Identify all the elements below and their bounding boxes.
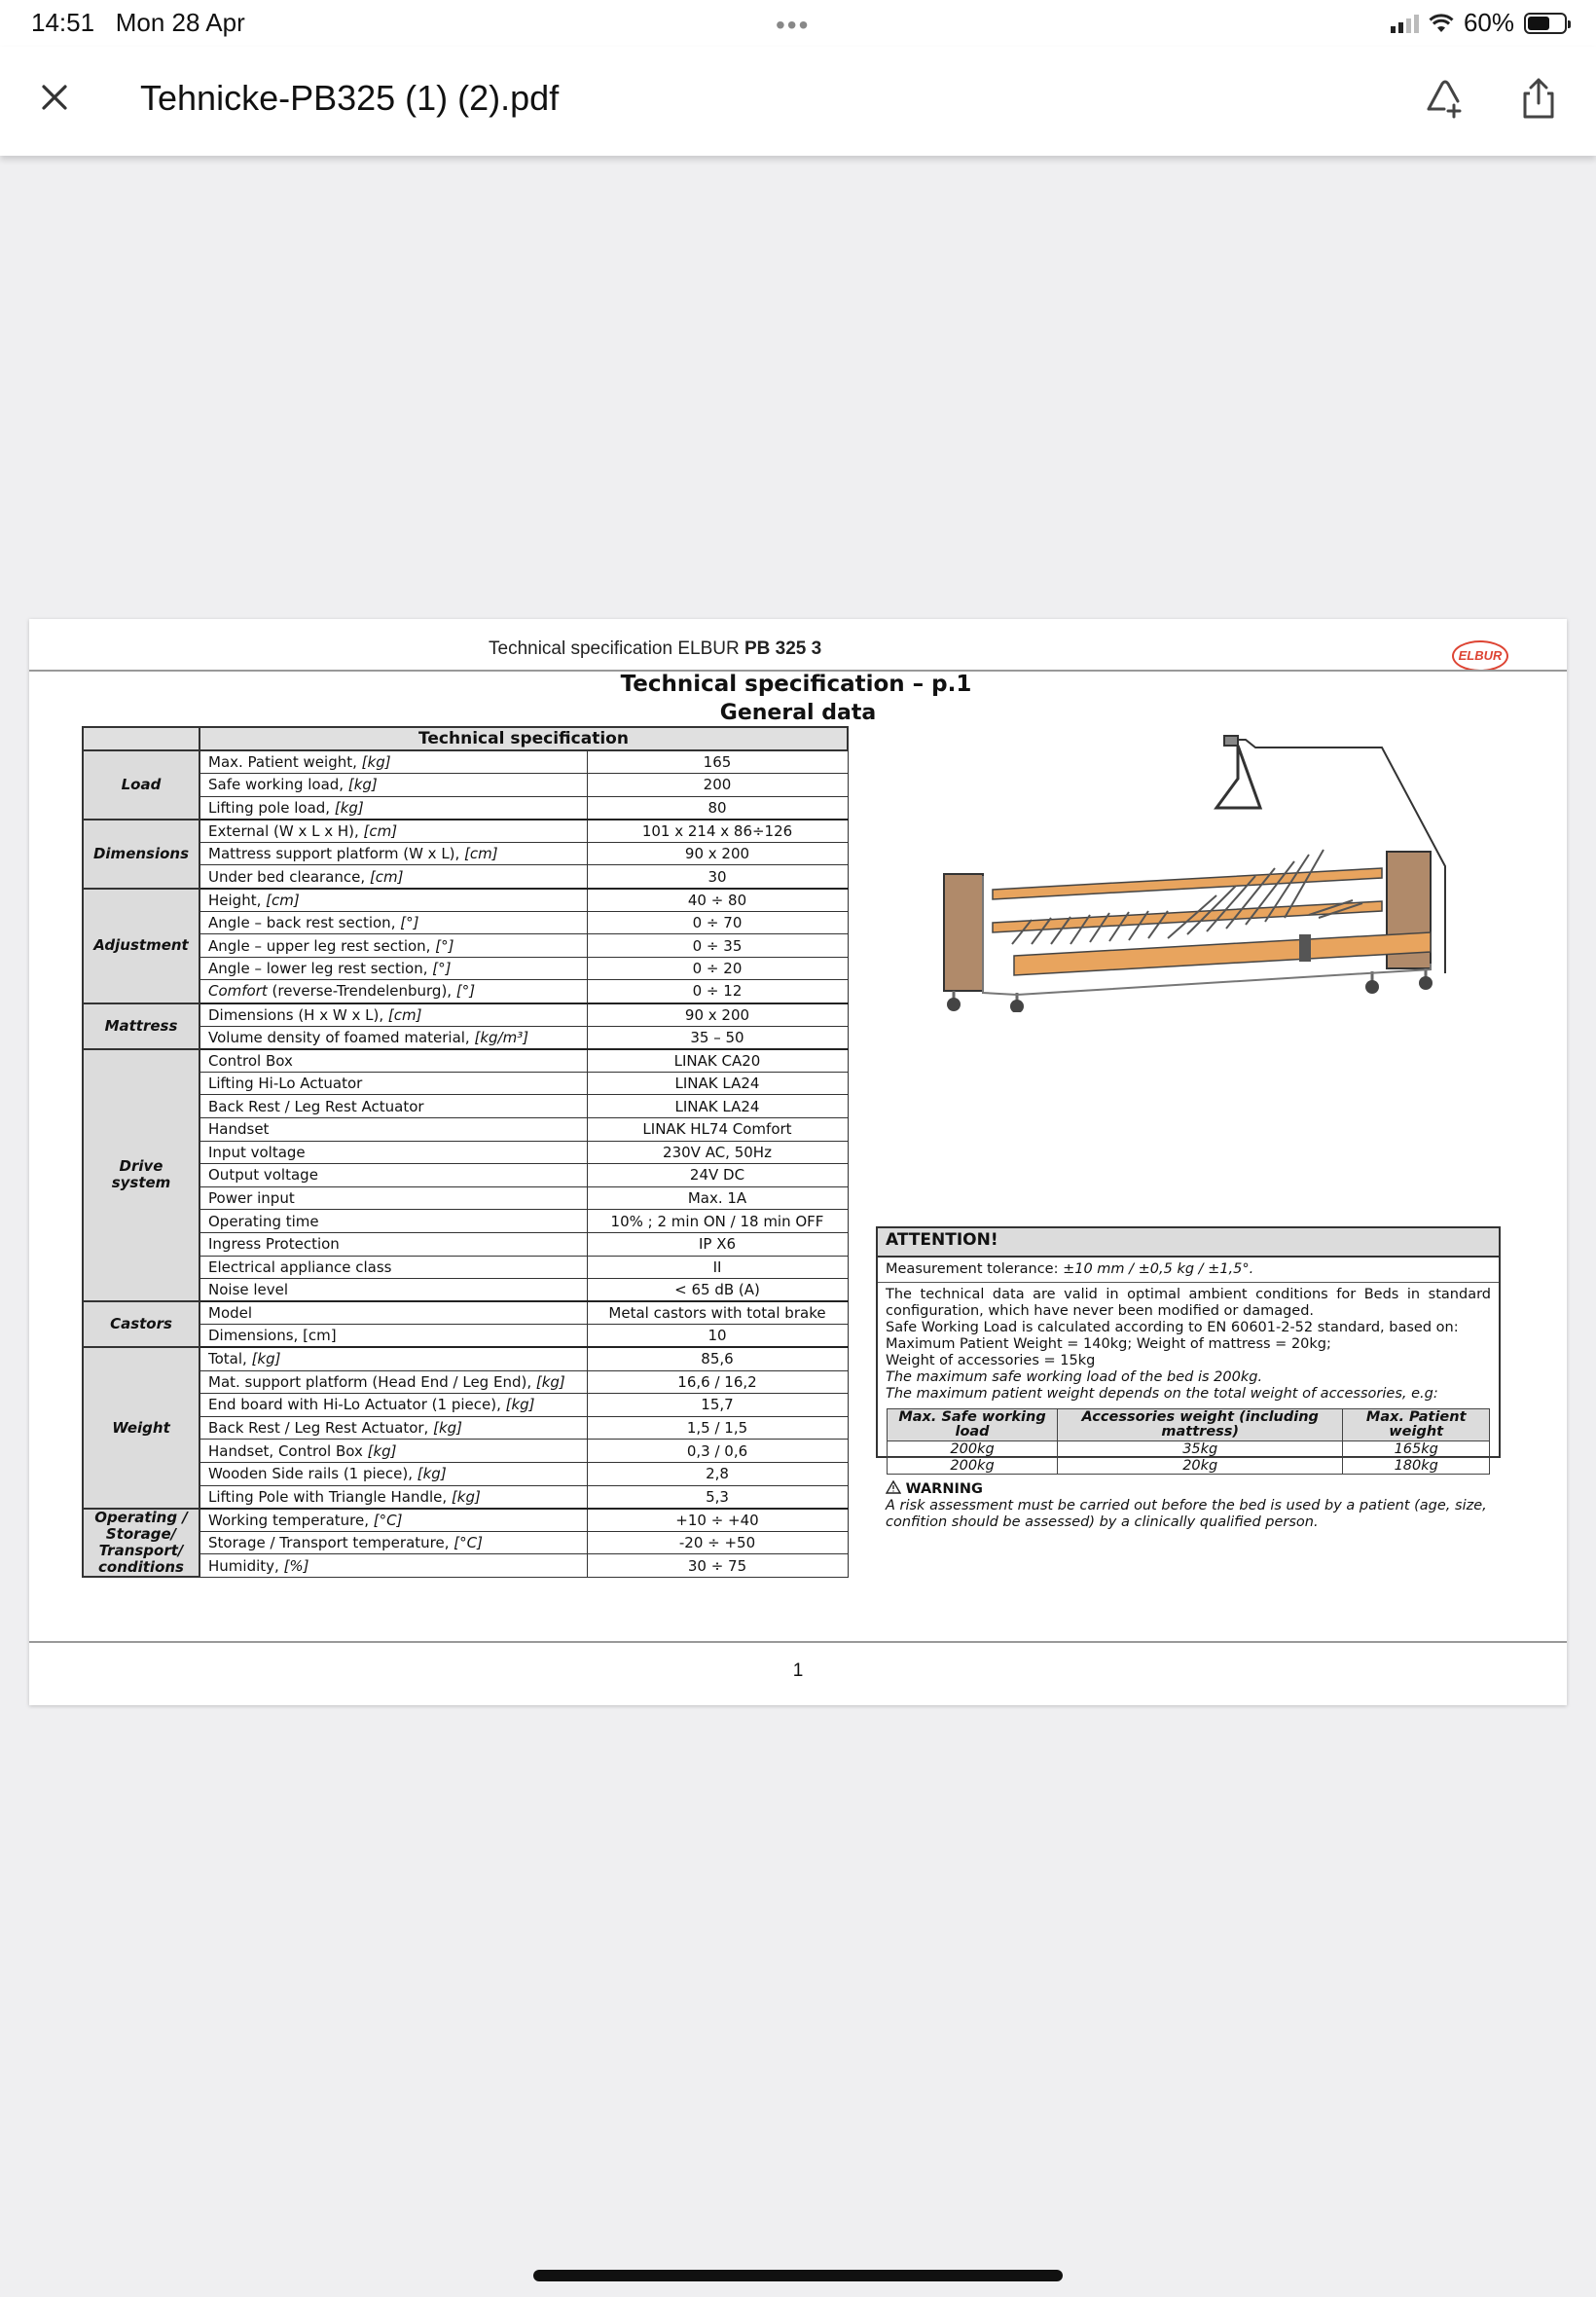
parameter-cell: Handset, Control Box [kg] xyxy=(200,1440,587,1463)
document-title: Tehnicke-PB325 (1) (2).pdf xyxy=(140,78,560,118)
close-icon[interactable] xyxy=(35,78,74,117)
parameter-cell: External (W x L x H), [cm] xyxy=(200,820,587,843)
parameter-cell: Ingress Protection xyxy=(200,1232,587,1256)
value-cell: LINAK HL74 Comfort xyxy=(587,1118,848,1142)
value-cell: 0 ÷ 70 xyxy=(587,911,848,934)
table-row xyxy=(83,820,848,843)
spec-table-title: Technical specification xyxy=(200,727,848,750)
spec-table xyxy=(82,726,849,1578)
weight-example-table: Max. Safe working load Accessories weight (including mattress) Max. Patient weight 200kg 35kg 165kg 200kg 20kg 180kg xyxy=(887,1408,1490,1475)
value-cell: Metal castors with total brake xyxy=(587,1301,848,1325)
parameter-cell: Lifting Hi-Lo Actuator xyxy=(200,1072,587,1095)
parameter-cell: Noise level xyxy=(200,1279,587,1302)
value-cell: 40 ÷ 80 xyxy=(587,889,848,912)
value-cell: 90 x 200 xyxy=(587,842,848,865)
parameter-cell: Mat. support platform (Head End / Leg End), [kg] xyxy=(200,1370,587,1394)
page-number: 1 xyxy=(792,1660,804,1681)
value-cell: II xyxy=(587,1256,848,1279)
footer-divider xyxy=(29,1641,1567,1643)
warning-section: WARNING A risk assessment must be carried out before the bed is used by a patient (age, size, confition should be assessed) by a clinically qualified person. xyxy=(886,1481,1487,1530)
parameter-cell: Under bed clearance, [cm] xyxy=(200,865,587,889)
group-label: Weight xyxy=(83,1347,200,1508)
group-label: Mattress xyxy=(83,1003,200,1049)
table-row: 200kg 20kg 180kg xyxy=(888,1458,1490,1475)
parameter-cell: Lifting pole load, [kg] xyxy=(200,796,587,820)
table-row: 200kg 35kg 165kg xyxy=(888,1441,1490,1458)
value-cell: 0 ÷ 20 xyxy=(587,957,848,980)
table-row xyxy=(83,1509,848,1532)
group-label: Castors xyxy=(83,1301,200,1347)
parameter-cell: Power input xyxy=(200,1186,587,1210)
home-indicator[interactable] xyxy=(533,2270,1063,2281)
group-label: Operating / Storage/ Transport/ conditions xyxy=(83,1509,200,1578)
value-cell: 101 x 214 x 86÷126 xyxy=(587,820,848,843)
parameter-cell: Max. Patient weight, [kg] xyxy=(200,750,587,774)
table-row xyxy=(83,889,848,912)
value-cell: 24V DC xyxy=(587,1164,848,1187)
elbur-logo: ELBUR xyxy=(1452,640,1508,672)
table-row xyxy=(83,1301,848,1325)
value-cell: 90 x 200 xyxy=(587,1003,848,1027)
parameter-cell: Model xyxy=(200,1301,587,1325)
battery-icon xyxy=(1524,13,1567,34)
parameter-cell: Back Rest / Leg Rest Actuator, [kg] xyxy=(200,1416,587,1440)
value-cell: 30 xyxy=(587,865,848,889)
parameter-cell: Output voltage xyxy=(200,1164,587,1187)
value-cell: 165 xyxy=(587,750,848,774)
page-subtitle: General data xyxy=(719,701,877,725)
multitasking-dots[interactable]: ••• xyxy=(776,10,811,40)
share-icon[interactable] xyxy=(1514,74,1563,123)
pdf-viewer-toolbar xyxy=(0,47,1596,156)
parameter-cell: Dimensions (H x W x L), [cm] xyxy=(200,1003,587,1027)
table-row xyxy=(83,1049,848,1073)
battery-percent: 60% xyxy=(1463,8,1514,37)
parameter-cell: Safe working load, [kg] xyxy=(200,774,587,797)
attention-body: The technical data are valid in optimal ambient conditions for Beds in standard configuration, which have never been modified or damaged. Safe Working Load is calculated according to EN 60601-2-52 standard, based on: Maximum Patient Weight = 140kg; Weight of mattress = 20kg; Weight of accessories = 15kg The maximum safe working load of the bed is 200kg. The maximum patient weight depends on the total weight of accessories, e.g: xyxy=(886,1287,1491,1402)
parameter-cell: Electrical appliance class xyxy=(200,1256,587,1279)
attention-box xyxy=(876,1226,1501,1530)
parameter-cell: Angle – upper leg rest section, [°] xyxy=(200,934,587,958)
parameter-cell: Storage / Transport temperature, [°C] xyxy=(200,1531,587,1554)
value-cell: 0 ÷ 12 xyxy=(587,980,848,1003)
parameter-cell: Back Rest / Leg Rest Actuator xyxy=(200,1095,587,1118)
parameter-cell: Angle – back rest section, [°] xyxy=(200,911,587,934)
parameter-cell: Comfort (reverse-Trendelenburg), [°] xyxy=(200,980,587,1003)
parameter-cell: Humidity, [%] xyxy=(200,1554,587,1578)
parameter-cell: Working temperature, [°C] xyxy=(200,1509,587,1532)
value-cell: -20 ÷ +50 xyxy=(587,1531,848,1554)
value-cell: 85,6 xyxy=(587,1347,848,1370)
group-label: Dimensions xyxy=(83,820,200,889)
value-cell: 2,8 xyxy=(587,1462,848,1485)
value-cell: 1,5 / 1,5 xyxy=(587,1416,848,1440)
table-row xyxy=(83,1003,848,1027)
parameter-cell: Angle – lower leg rest section, [°] xyxy=(200,957,587,980)
value-cell: 10% ; 2 min ON / 18 min OFF xyxy=(587,1210,848,1233)
pdf-page xyxy=(29,619,1567,1705)
cellular-signal-icon xyxy=(1391,14,1419,33)
value-cell: 16,6 / 16,2 xyxy=(587,1370,848,1394)
value-cell: IP X6 xyxy=(587,1232,848,1256)
parameter-cell: Dimensions, [cm] xyxy=(200,1325,587,1348)
parameter-cell: Volume density of foamed material, [kg/m³] xyxy=(200,1026,587,1049)
parameter-cell: Operating time xyxy=(200,1210,587,1233)
value-cell: 5,3 xyxy=(587,1485,848,1509)
parameter-cell: End board with Hi-Lo Actuator (1 piece), [kg] xyxy=(200,1394,587,1417)
markup-pen-icon[interactable] xyxy=(1421,74,1469,123)
parameter-cell: Lifting Pole with Triangle Handle, [kg] xyxy=(200,1485,587,1509)
status-bar xyxy=(0,0,1596,47)
value-cell: 15,7 xyxy=(587,1394,848,1417)
value-cell: 0 ÷ 35 xyxy=(587,934,848,958)
value-cell: 30 ÷ 75 xyxy=(587,1554,848,1578)
value-cell: < 65 dB (A) xyxy=(587,1279,848,1302)
value-cell: 200 xyxy=(587,774,848,797)
parameter-cell: Height, [cm] xyxy=(200,889,587,912)
value-cell: 80 xyxy=(587,796,848,820)
value-cell: LINAK CA20 xyxy=(587,1049,848,1073)
page-title: Technical specification – p.1 xyxy=(620,672,972,697)
table-row xyxy=(83,1347,848,1370)
value-cell: LINAK LA24 xyxy=(587,1095,848,1118)
value-cell: Max. 1A xyxy=(587,1186,848,1210)
value-cell: 0,3 / 0,6 xyxy=(587,1440,848,1463)
parameter-cell: Mattress support platform (W x L), [cm] xyxy=(200,842,587,865)
warning-icon xyxy=(886,1480,901,1494)
table-row xyxy=(83,750,848,774)
measurement-tolerance: Measurement tolerance: ±10 mm / ±0,5 kg / ±1,5°. xyxy=(878,1258,1499,1283)
value-cell: 230V AC, 50Hz xyxy=(587,1141,848,1164)
value-cell: LINAK LA24 xyxy=(587,1072,848,1095)
parameter-cell: Control Box xyxy=(200,1049,587,1073)
bed-illustration xyxy=(925,730,1489,1012)
status-time: 14:51 Mon 28 Apr xyxy=(31,8,245,37)
parameter-cell: Total, [kg] xyxy=(200,1347,587,1370)
value-cell: +10 ÷ +40 xyxy=(587,1509,848,1532)
page-header: Technical specification ELBUR PB 325 3 xyxy=(489,638,822,659)
value-cell: 35 – 50 xyxy=(587,1026,848,1049)
parameter-cell: Input voltage xyxy=(200,1141,587,1164)
parameter-cell: Wooden Side rails (1 piece), [kg] xyxy=(200,1462,587,1485)
attention-title: ATTENTION! xyxy=(878,1228,1499,1258)
value-cell: 10 xyxy=(587,1325,848,1348)
group-label: Drive system xyxy=(83,1049,200,1302)
group-label: Load xyxy=(83,750,200,820)
wifi-icon xyxy=(1429,14,1454,33)
group-label: Adjustment xyxy=(83,889,200,1003)
parameter-cell: Handset xyxy=(200,1118,587,1142)
